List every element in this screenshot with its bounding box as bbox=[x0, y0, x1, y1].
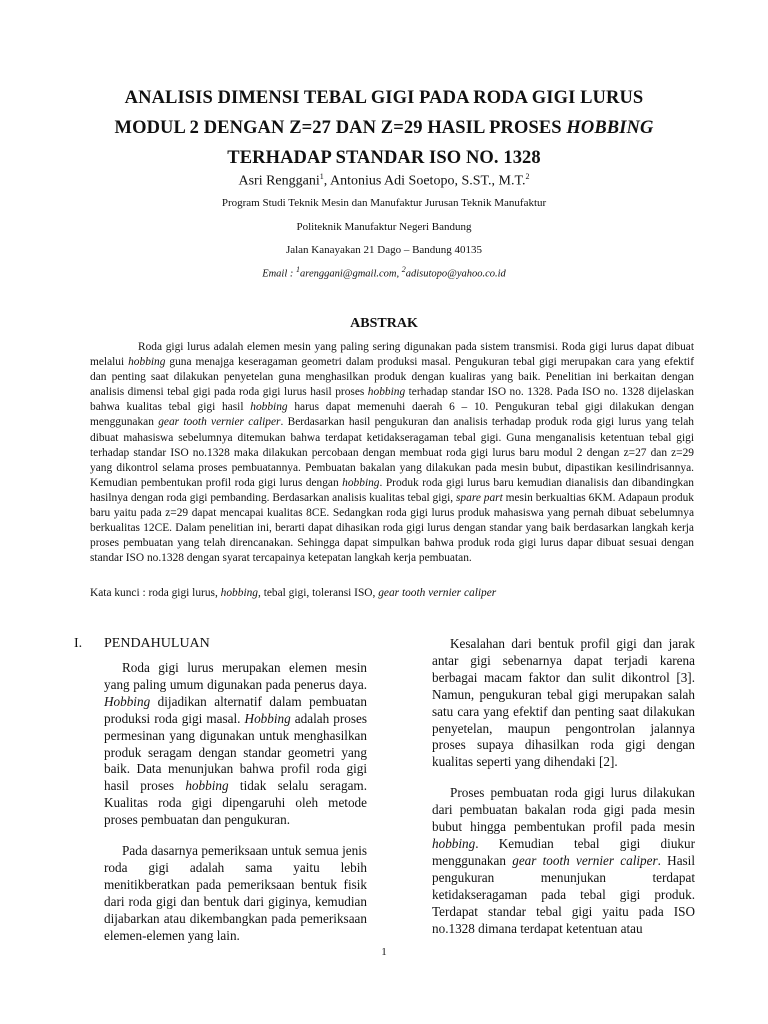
abstract-italic-term: gear tooth vernier caliper bbox=[158, 416, 281, 429]
keyword-hobbing: hobbing bbox=[220, 587, 258, 599]
left-column-paragraph bbox=[104, 660, 367, 829]
email-sup-1: 1 bbox=[296, 265, 301, 274]
right-column bbox=[432, 636, 695, 951]
email-line bbox=[0, 265, 768, 280]
email-1: arenggani@gmail.com, bbox=[300, 268, 402, 280]
keywords-line bbox=[90, 587, 710, 599]
email-sup-2: 2 bbox=[401, 265, 406, 274]
right-column-italic-term: hobbing bbox=[432, 835, 476, 851]
right-column-italic-term: gear tooth vernier caliper bbox=[512, 852, 658, 868]
author-separator: , bbox=[323, 173, 330, 189]
abstract-text: harus dapat memenuhi daerah 6 – 10. Pengukuran tebal gigi dilakukan dengan menggunakan bbox=[90, 401, 694, 429]
abstract-body bbox=[90, 340, 694, 566]
left-column-paragraph bbox=[104, 843, 367, 944]
section-number: I. bbox=[74, 636, 83, 651]
left-column-text: dijadikan alternatif dalam pembuatan produksi roda gigi masal. bbox=[104, 693, 367, 726]
right-column-text: . Hasil pengukuran menunjukan terdapat ketidakseragaman pada tebal gigi produk. Terdapat standar tebal gigi yaitu pada ISO no.1328 dimana terdapat ketentuan atau bbox=[432, 852, 696, 936]
abstract-text: . Produk roda gigi lurus baru kemudian dianalisis dan dibandingkan hasilnya dengan roda gigi pembanding. Berdasarkan analisis kualitas tebal gigi, bbox=[90, 476, 694, 504]
affiliation-program: Program Studi Teknik Mesin dan Manufaktur Jurusan Teknik Manufaktur bbox=[221, 197, 547, 209]
left-column-text: adalah proses permesinan yang digunakan untuk menghasilkan produk seragam dengan standar geometri yang baik. Data menunjukan bahwa profil roda gigi hasil proses bbox=[104, 710, 367, 794]
title-line-2-text: MODUL 2 DENGAN Z=27 DAN Z=29 HASIL PROSES bbox=[114, 118, 567, 138]
title-line-1: ANALISIS DIMENSI TEBAL GIGI PADA RODA GIGI LURUS bbox=[124, 88, 644, 108]
affiliation-institution: Politeknik Manufaktur Negeri Bandung bbox=[296, 221, 472, 233]
abstract-italic-term: hobbing bbox=[128, 356, 166, 369]
abstract-italic-term: spare part bbox=[456, 491, 503, 504]
author-2-sup: 2 bbox=[525, 172, 530, 181]
author-list bbox=[0, 172, 768, 190]
right-column-paragraph bbox=[432, 636, 695, 771]
left-column-text: tidak selalu seragam. Kualitas roda gigi dipengaruhi oleh metode proses pembuatan dan pengukuran. bbox=[104, 778, 367, 828]
abstract-heading: ABSTRAK bbox=[350, 316, 418, 331]
left-column-italic-term: Hobbing bbox=[104, 693, 151, 709]
affiliation-address: Jalan Kanayakan 21 Dago – Bandung 40135 bbox=[285, 244, 483, 256]
email-2: adisutopo@yahoo.co.id bbox=[405, 268, 506, 280]
abstract-text: Roda gigi lurus adalah elemen mesin yang paling sering digunakan pada sistem transmisi. Roda gigi lurus dapat dibuat melalui bbox=[90, 341, 694, 369]
author-1-sup: 1 bbox=[319, 172, 324, 181]
title-line-3: TERHADAP STANDAR ISO NO. 1328 bbox=[227, 148, 541, 168]
abstract-text: terhadap standar ISO no. 1328. Pada ISO no. 1328 dijelaskan bahwa kualitas tebal gigi hasil bbox=[90, 386, 694, 414]
title-line-2 bbox=[0, 118, 768, 139]
left-column bbox=[104, 660, 367, 959]
title-line-2-italic: HOBBING bbox=[566, 118, 654, 138]
section-heading bbox=[74, 636, 210, 652]
author-1: Asri Renggani bbox=[238, 173, 320, 189]
left-column-italic-term: Hobbing bbox=[244, 710, 291, 726]
abstract-text: . Berdasarkan hasil pengukuran dan analisis terhadap produk roda gigi lurus yang telah dibuat mahasiswa sebelumnya ditemukan bahwa terdapat ketidakseragaman tebal gigi. Guna menganalisis ketentuan tebal gigi terhadap standar ISO no.1328 maka dilakukan percobaan dengan membuat roda gigi lurus baru modul 2 dengan z=27 dan z=29 yang dikontrol selama proses pembuatannya. Pembuatan bakalan yang dilakukan pada mesin bubut, dipastikan kesilindrisannya. Kemudian pembentukan profil roda gigi lurus dengan bbox=[90, 416, 695, 489]
left-column-italic-term: hobbing bbox=[185, 778, 229, 794]
right-column-paragraph bbox=[432, 785, 695, 937]
right-column-text: Kesalahan dari bentuk profil gigi dan jarak antar gigi sebenarnya dapat terjadi karena berbagai macam faktor dan sulit dikontrol [3]. Namun, pengukuran tebal gigi merupakan salah satu cara yang efektif dan penting saat dilakukan penyetelan, maupun pengontrolan jalannya proses supaya dihasilkan roda gigi dengan kualitas seperti yang dihendaki [2]. bbox=[432, 636, 695, 770]
keyword-gear-caliper: gear tooth vernier caliper bbox=[378, 587, 497, 599]
left-column-text: Roda gigi lurus merupakan elemen mesin yang paling umum digunakan pada penerus daya. bbox=[104, 660, 367, 692]
abstract-text: mesin berkualtias 6KM. Adapaun produk baru yaitu pada z=29 dapat mencapai kualitas 8CE. Sedangkan roda gigi lurus produk mahasiswa yang pernah dibuat sebelumnya berkualitas 12CE. Dalam penelitian ini, berarti dapat dihasikan roda gigi lurus dengan standar yang baik berdasarkan langkah kerja proses pembuatan yang telah direncanakan. Sehingga dapat simpulkan bahwa produk roda gigi lurus dapar dibuat sesuai dengan standar ISO no.1328 dengan syarat tercapainya ketepatan langkah kerja pembuatan. bbox=[90, 491, 695, 565]
page-number: 1 bbox=[381, 946, 387, 958]
left-column-text: Pada dasarnya pemeriksaan untuk semua jenis roda gigi adalah sama yaitu lebih menitikberatkan pada pemeriksaan bentuk fisik dari roda gigi dan bentuk dari giginya, kemudian dijabarkan atau dikembangkan pada pemeriksaan elemen-elemen yang lain. bbox=[104, 843, 367, 943]
abstract-paragraph bbox=[90, 340, 694, 566]
email-prefix: Email : bbox=[262, 268, 297, 280]
abstract-text: guna menajga keseragaman geometri dalam produksi masal. Pengukuran tebal gigi merupakan cara yang efektif dan penting saat dilakukan penyetelan guna menghasilkan produk dengan kualiras yang baik. Penelitian ini berkaitan dengan analisis dimensi tebal gigi pada roda gigi lurus hasil proses bbox=[90, 356, 694, 399]
section-title: PENDAHULUAN bbox=[104, 636, 210, 651]
abstract-italic-term: hobbing bbox=[342, 476, 380, 489]
abstract-italic-term: hobbing bbox=[367, 386, 406, 399]
keywords-prefix: Kata kunci : roda gigi lurus, bbox=[90, 587, 221, 599]
right-column-text: . Kemudian tebal gigi diukur menggunakan bbox=[432, 835, 695, 868]
author-2: Antonius Adi Soetopo, S.ST., M.T. bbox=[329, 173, 526, 189]
abstract-italic-term: hobbing bbox=[250, 401, 288, 414]
keywords-middle: , tebal gigi, toleransi ISO, bbox=[258, 587, 379, 599]
right-column-text: Proses pembuatan roda gigi lurus dilakukan dari pembuatan bakalan roda gigi pada mesin bubut hingga pembentukan profil pada mesin bbox=[432, 785, 695, 835]
